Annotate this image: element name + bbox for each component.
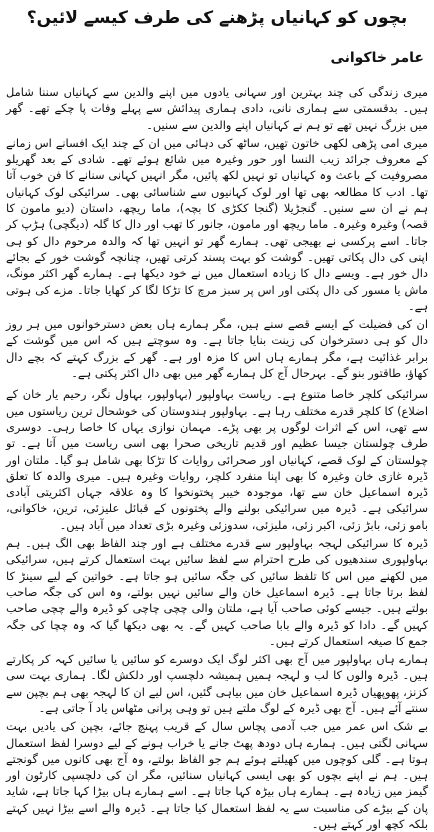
article-author: عامر خاکوانی: [330, 50, 424, 66]
article-paragraph: میری امی پڑھی لکھی خاتون تھیں، ساٹھ کی دہائی میں ان کے چند ایک افسانے اس زمانے کے معروف جرائد زیب النسا اور حور وغیرہ میں شائع ہوئے تھے۔ شادی کے بعد گھریلو مصروفیت کے باعث وہ کہانیاں تو نہیں لکھ پائیں، مگر انہیں کہانی سنانے کا فن خوب آتا تھا۔ ادب کا مطالعہ بھی تھا اور لوک کہانیوں سے شناسائی بھی۔ سرائیکی لوک کہانیاں ہم نے ان سے سنیں۔ گنجڑیلا (گنجا ککڑی کا بچہ)، ماما ریچھ، داستان (دیو مامون کا قصہ) وغیرہ وغیرہ۔ ماما ریچھ اور مامون، جانور کا تھب اور دال کا گلہ (دیگچی) ہڑپ کر جاتا۔ اسے پرکسی نے بھیجی تھی۔ ہمارے گھر تو انہیں تھا کہ والدہ مرحوم دال کو ہی اپنی کی دال پکاتی تھیں۔ گوشت کو بہت پسند کرتی تھیں، چنانچہ گوشت خور کے بجائے دال خور ہے۔ ویسے دال کا زیادہ استعمال میں نے خود دیکھا ہے۔ ہمارے گھر اکثر مونگ، ماش یا مسور کی دال پکتی اور اس پر سبز مرچ کا تڑکا لگا کر کھایا جاتا۔ مزے کی ہوتی ہے۔: [6, 135, 428, 313]
article-paragraph: ہمارے ہاں بہاولپور میں آج بھی اکثر لوگ ایک دوسرے کو سائیں یا سائیں کہہ کر پکارتے ہیں۔ ڈیرہ والوں کا لب و لہجہ ہمیں ہمیشہ دلچسپ اور دلکش لگا۔ ہماری بہت سی کزنز، پھوپھیاں ڈیرہ اسماعیل خان میں بیاہی گئیں، اس لیے ان کا لہجہ بھی ہم بچپن سے سنتے آئے ہیں۔ آج بھی ڈیرہ کے لوگ ملتے ہیں تو وہی پرانی مٹھاس یاد آ جاتی ہے۔: [6, 652, 428, 715]
article-paragraph: میری زندگی کی چند بہترین اور سہانی یادوں میں اپنے والدین سے کہانیاں سننا شامل ہیں۔ بدقسمتی سے ہماری نانی، دادی ہماری پیدائش سے پہلے وفات پا چکے تھے۔ گھر میں بزرگ نہیں تھے تو ہم نے کہانیاں اپنے والدین سے سنیں۔: [6, 85, 428, 132]
article-title: بچوں کو کہانیاں پڑھنے کی طرف کیسے لائیں؟: [26, 8, 408, 28]
article-paragraph: ڈیرہ کا سرائیکی لہجہ بہاولپور سے قدرے مختلف ہے اور چند الفاظ بھی الگ ہیں۔ ہم بہاولپوری سندھیوں کی طرح احترام سے لفظ سائیں بہت استعمال کرتے ہیں، سرائیکی میں لکھنے میں اس کا تلفظ سائیں کی جگہ سائیں ہو جاتا ہے۔ خواتین کے لیے سینڑ کا لفظ برتا جاتا ہے۔ ڈیرہ اسماعیل خان والے سائیں نہیں بولتے، وہ اس کی جگہ صاحب بولتے ہیں۔ جیسے کوئی صاحب آیا ہے، ملتان والی چچی چاچی کو ڈیرہ والے چچی صاحب کہیں گے۔ دادا کو ڈیرہ والے بابا صاحب کہیں گے۔ یہ بھی دیکھا گیا کہ وہ چچا کی جگہ جمع کا صیغہ استعمال کرتے ہیں۔: [6, 536, 428, 648]
article-paragraph: ان کی فضیلت کے ایسے قصے سنے ہیں، مگر ہمارے ہاں بعض دسترخوانوں میں ہر روز دال کو ہی دسترخوان کی زینت بنایا جاتا ہے۔ وہ سوچتے ہیں کہ اس میں گوشت کے برابر غذائیت ہے، مگر ہمارے ہاں اس کا مزہ اور ہے۔ گھر کے بزرگ کہتے کہ بچے دال کھاؤ، طاقتور بنو گے۔ بہرحال آج کل ہمارے گھر میں بھی دال اکثر پکتی ہے۔: [6, 317, 428, 381]
article-body: [6, 84, 428, 832]
article-paragraph: بے شک اس عمر میں جب آدمی پچاس سال کے قریب پہنچ جائے، بچپن کی یادیں بہت سہانی لگتی ہیں۔ ہمارے ہاں دودھ پھٹ جانے یا خراب ہونے کے لیے دوسرا لفظ استعمال ہوتا ہے۔ گلی کوچوں میں کھیلتے ہوئے ہم جو الفاظ بولتے، وہ آج بھی کانوں میں گونجتے ہیں۔ ہم نے اپنے بچوں کو بھی ایسی کہانیاں سنائیں، مگر ان کی دلچسپی کارٹون اور گیمز میں زیادہ ہے۔ ہمارے ہاں بیڑہ کہا جاتا ہے۔ اسے ہمارے ہاں بیڑا کہا جاتا ہے، شاید پان کے بیڑے کی مناسبت سے یہ لفظ استعمال کیا جاتا ہے۔ ڈیرہ والے اسے بیڑا نہیں کہتے بلکہ کچھ اور کہتے ہیں۔: [6, 719, 428, 832]
article-paragraph: سرائیکی کلچر خاصا متنوع ہے۔ ریاست بہاولپور (بہاولپور، بہاول نگر، رحیم یار خان کے اضلاع) کا کلچر قدرے مختلف رہا ہے۔ بہاولپور ہندوستان کی خوشحال ترین ریاستوں میں سے تھی، اس کے اثرات لوگوں پر بھی پڑے۔ مہمان نوازی یہاں کا خاصا رہی۔ دوسری طرف چولستان جیسا عظیم اور قدیم تاریخی صحرا بھی اسی ریاست میں آتا ہے۔ تو چولستان کے لوک قصے، کہانیاں اور صحرائی روایات کا تڑکا بھی شامل ہو گیا۔ ملتان اور ڈیرہ غازی خان وغیرہ کا بھی اپنا منفرد کلچر، روایات وغیرہ ہیں۔ میری والدہ کا تعلق ڈیرہ اسماعیل خان سے تھا، موجودہ خیبر پختونخوا کا وہ علاقہ جہاں اکثریتی آبادی سرائیکی ہے۔ ڈیرہ میں سرائیکی بولنے والے پختونوں کے قبائل علیزئی، ترین، خاکوانی، بامو زئی، بابڑ زئی، اکبر زئی، ملیزئی، سدوزئی وغیرہ بڑی تعداد میں آباد ہیں۔: [6, 387, 428, 532]
